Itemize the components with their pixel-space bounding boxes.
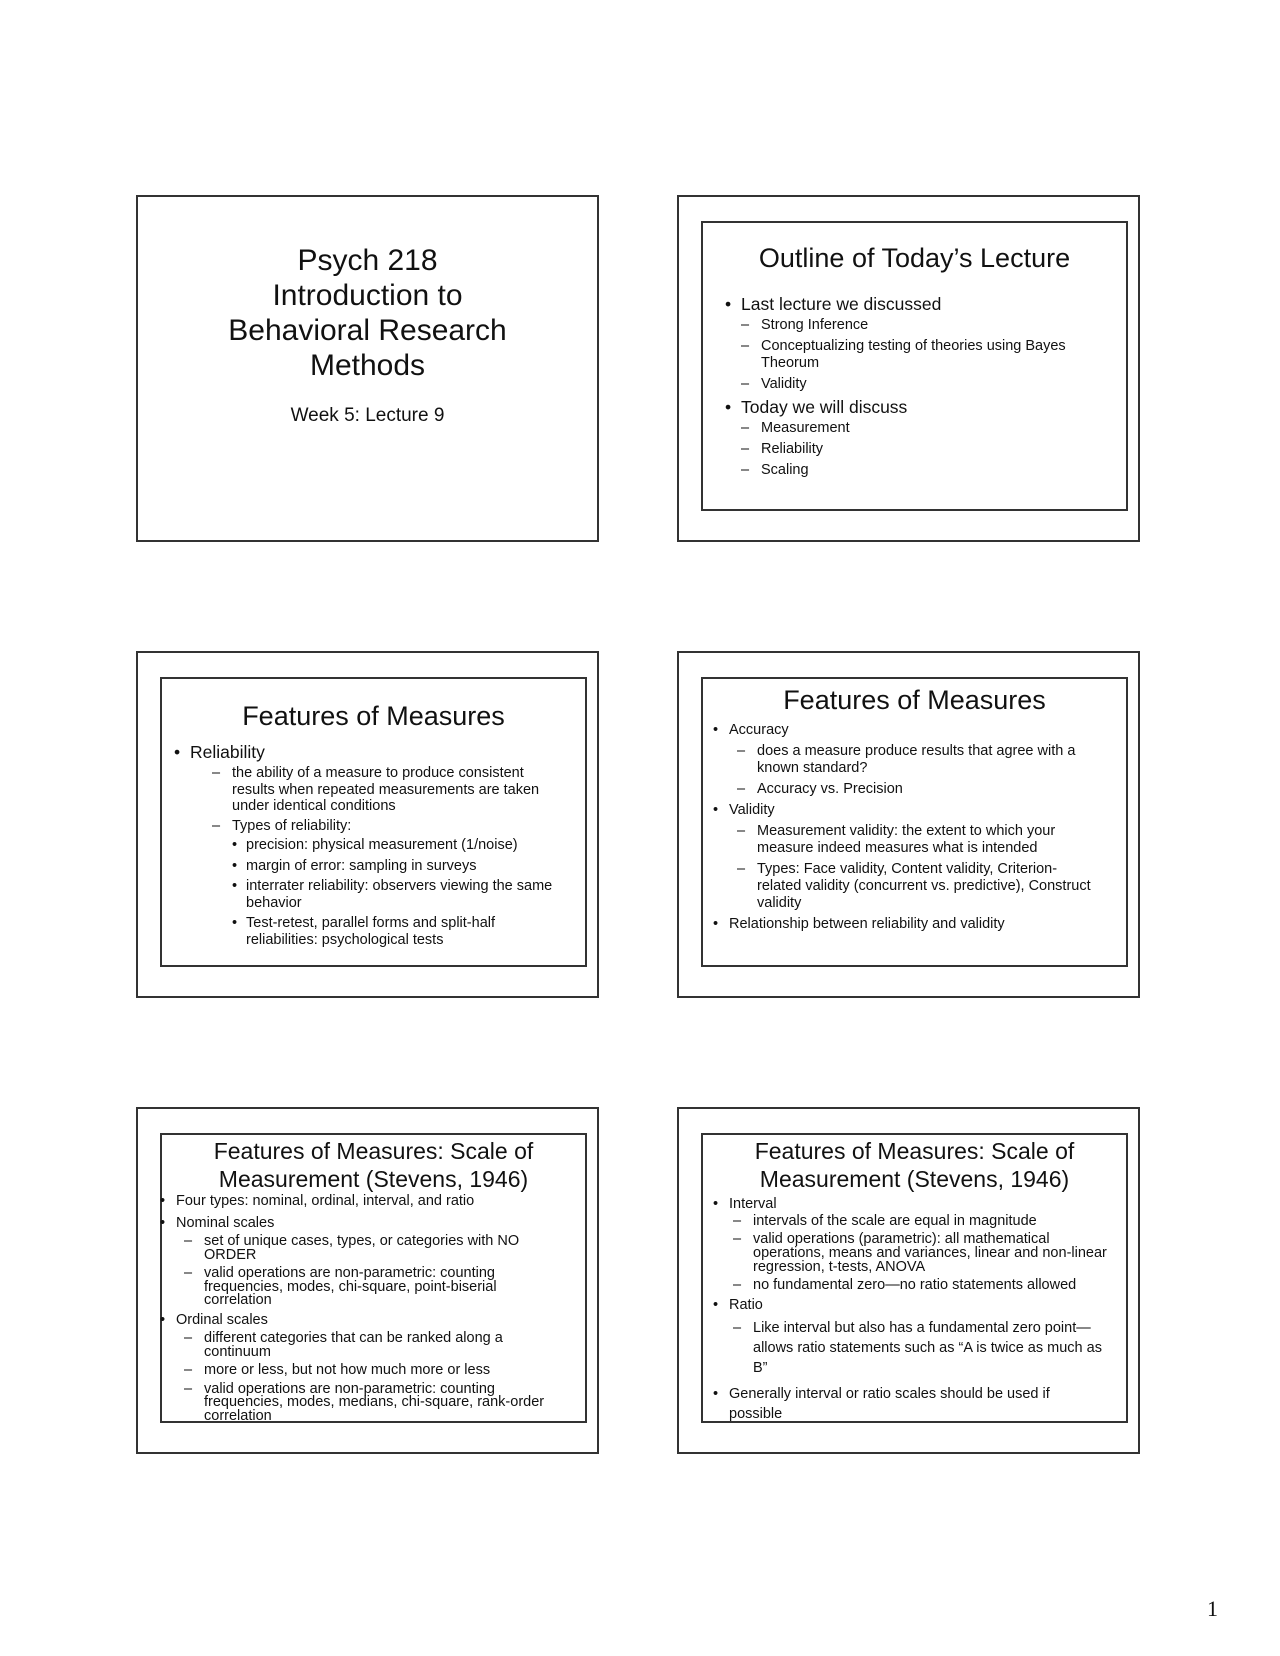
slide-3 <box>136 651 599 998</box>
list-item <box>711 802 1126 912</box>
list-item: • Relationship between reliability and validity <box>711 916 1126 933</box>
slide-1-title-line: Methods <box>309 349 426 382</box>
slide-1-title-line: Introduction to <box>272 279 463 312</box>
slide-2-title: Outline of Today’s Lecture <box>758 243 1071 273</box>
sub-item: – Conceptualizing testing of theories using Bayes Theorum <box>741 338 1126 372</box>
list-item-text: Nominal scales <box>176 1214 275 1231</box>
list-item <box>158 1214 585 1308</box>
sub-sub-item: • precision: physical measurement (1/noise) <box>232 837 555 854</box>
sub-item: – does a measure produce results that agree with a known standard? <box>737 743 1100 777</box>
sub-sub-item: • Test-retest, parallel forms and split-half reliabilities: psychological tests <box>232 915 555 948</box>
list-item-text: Today we will discuss <box>741 397 908 417</box>
slide-1-title-line: Psych 218 <box>297 244 438 277</box>
sub-item: – Types: Face validity, Content validity, Criterion-related validity (concurrent vs. predictive), Construct validity <box>737 861 1100 912</box>
slide-5-title-line: Measurement (Stevens, 1946) <box>218 1166 529 1192</box>
list-item <box>711 1298 1126 1378</box>
list-item-text: Last lecture we discussed <box>741 294 942 314</box>
slide-5-frame <box>160 1133 587 1423</box>
slide-1-subtitle: Week 5: Lecture 9 <box>290 405 445 426</box>
page-number: 1 <box>1207 1596 1218 1621</box>
sub-item: – Accuracy vs. Precision <box>737 781 1100 798</box>
sub-item: – Validity <box>741 376 1126 393</box>
sub-item: – the ability of a measure to produce consistent results when repeated measurements are taken under identical conditions <box>212 765 555 815</box>
slide-5-title-line: Features of Measures: Scale of <box>213 1138 534 1164</box>
slide-6-title-line: Measurement (Stevens, 1946) <box>759 1166 1070 1192</box>
list-item <box>172 742 585 948</box>
sub-item: – Like interval but also has a fundamental zero point—allows ratio statements such as “A is twice as much as B” <box>733 1318 1112 1378</box>
sub-item: – valid operations (parametric): all mathematical operations, means and variances, linear and non-linear regression, t-tests, ANOVA <box>733 1232 1112 1274</box>
slide-1-title-line: Behavioral Research <box>228 314 507 347</box>
slide-2 <box>677 195 1140 542</box>
list-item: • Generally interval or ratio scales should be used if possible <box>711 1384 1126 1424</box>
sub-item-text: Types of reliability: <box>232 817 352 834</box>
list-item <box>711 722 1126 798</box>
slide-4-list <box>711 722 1126 933</box>
slide-3-list <box>172 742 585 948</box>
slide-5 <box>136 1107 599 1454</box>
sub-item: – no fundamental zero—no ratio statements allowed <box>733 1278 1112 1292</box>
list-item <box>723 397 1126 479</box>
slide-4 <box>677 651 1140 998</box>
slide-6-list <box>711 1197 1126 1424</box>
sub-item: – Measurement <box>741 420 1126 437</box>
sub-sub-item: • interrater reliability: observers viewing the same behavior <box>232 878 555 911</box>
slide-6-title-line: Features of Measures: Scale of <box>754 1138 1075 1164</box>
slide-3-title: Features of Measures <box>242 701 505 731</box>
slide-1 <box>136 195 599 542</box>
list-item-text: Validity <box>729 802 775 818</box>
sub-item: – different categories that can be ranked along a continuum <box>184 1332 569 1359</box>
list-item-text: Reliability <box>190 742 265 762</box>
sub-item: – more or less, but not how much more or less <box>184 1364 569 1378</box>
list-item-text: Interval <box>729 1196 777 1212</box>
list-item-text: Accuracy <box>729 722 789 738</box>
sub-item: – Scaling <box>741 462 1126 479</box>
list-item <box>711 1197 1126 1292</box>
slide-4-frame <box>701 677 1128 967</box>
slide-6-frame <box>701 1133 1128 1423</box>
slide-4-title: Features of Measures <box>783 685 1046 715</box>
sub-item: – intervals of the scale are equal in magnitude <box>733 1214 1112 1228</box>
list-item <box>723 294 1126 393</box>
slide-5-title <box>162 1137 585 1193</box>
sub-item: – Strong Inference <box>741 317 1126 334</box>
sub-item <box>212 818 555 949</box>
list-item-text: Ratio <box>729 1297 763 1313</box>
list-item: • Four types: nominal, ordinal, interval, and ratio <box>158 1195 585 1209</box>
sub-item: – Reliability <box>741 441 1126 458</box>
slide-5-list <box>158 1195 585 1423</box>
sub-sub-item: • margin of error: sampling in surveys <box>232 858 555 875</box>
slide-6 <box>677 1107 1140 1454</box>
sub-item: – Measurement validity: the extent to which your measure indeed measures what is intended <box>737 823 1100 857</box>
slide-2-list <box>723 294 1126 479</box>
slide-3-frame <box>160 677 587 967</box>
list-item <box>158 1311 585 1424</box>
list-item-text: Ordinal scales <box>176 1311 268 1328</box>
slide-2-frame <box>701 221 1128 511</box>
slide-1-title <box>138 243 597 383</box>
sub-item: – valid operations are non-parametric: counting frequencies, modes, medians, chi-square, rank-order correlation <box>184 1383 569 1424</box>
sub-item: – valid operations are non-parametric: counting frequencies, modes, chi-square, point-biserial correlation <box>184 1267 555 1308</box>
sub-item: – set of unique cases, types, or categories with NO ORDER <box>184 1235 555 1262</box>
slide-6-title <box>703 1137 1126 1193</box>
